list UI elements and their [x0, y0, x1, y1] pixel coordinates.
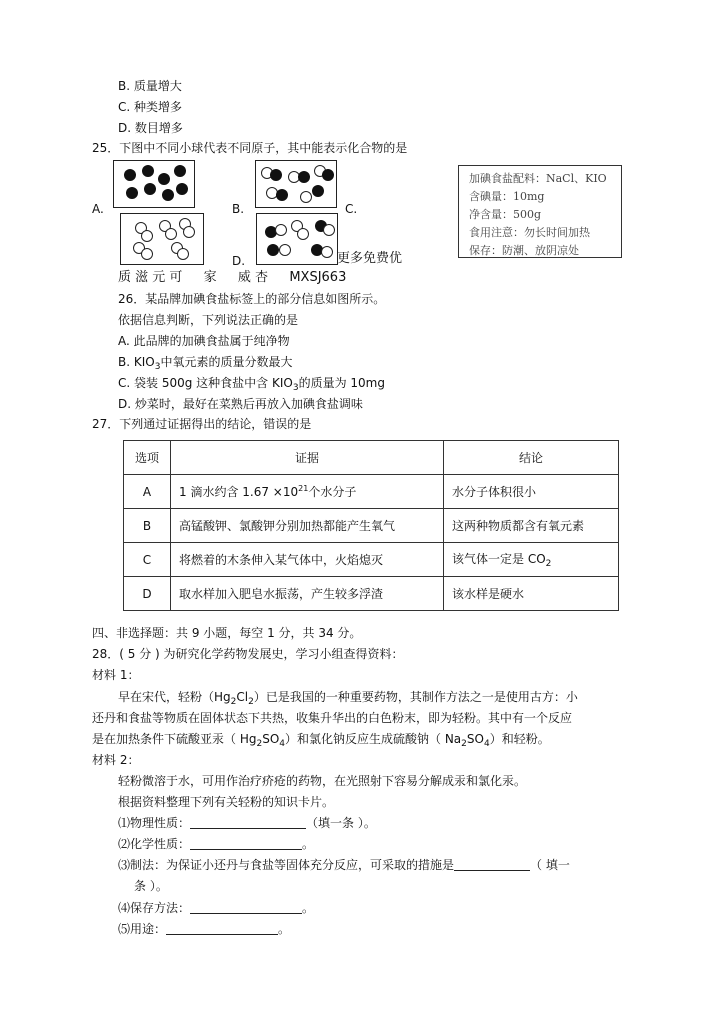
header-conclusion: 结论: [444, 441, 619, 475]
atom: [323, 224, 335, 236]
header-option: 选项: [124, 441, 171, 475]
cell-option: D: [124, 577, 171, 611]
atom: [124, 169, 136, 181]
item-preparation: ⑶制法：为保证小还丹与食盐等固体充分反应，可采取的措施是 （ 填一: [118, 858, 570, 872]
cell-conclusion: 这两种物质都含有氧元素: [444, 509, 619, 543]
salt-label-line: 加碘食盐配料：NaCl、KIO: [469, 172, 607, 185]
answer-blank[interactable]: [190, 836, 302, 850]
atom: [141, 230, 153, 242]
q26-option-b: B. $KIO_3$中氧元素的质量分数最大: [118, 355, 293, 372]
answer-blank[interactable]: [454, 857, 530, 871]
item-usage: ⑸用途： 。: [118, 922, 291, 936]
section-heading: 四、非选择题：共 9 小题，每空 1 分，共 34 分。: [92, 626, 362, 640]
item-preparation-cont: 条 ）。: [134, 879, 168, 893]
q25-stem: 25．下图中不同小球代表不同原子，其中能表示化合物的是: [92, 141, 408, 155]
table-header-row: [124, 441, 619, 475]
item-chemical-property: ⑵化学性质： 。: [118, 837, 315, 851]
atom: [321, 246, 333, 258]
atom: [322, 169, 334, 181]
atom: [279, 244, 291, 256]
q26-option-d: D. 炒菜时，最好在菜熟后再放入加碘食盐调味: [118, 397, 363, 411]
q25-label-d: D.: [232, 254, 246, 268]
cell-option: B: [124, 509, 171, 543]
cell-conclusion: 该水样是硬水: [444, 577, 619, 611]
atom: [141, 248, 153, 260]
option-c: C. 种类增多: [118, 100, 183, 114]
atom: [275, 224, 287, 236]
atom: [158, 173, 170, 185]
salt-label-line: 食用注意：勿长时间加热: [469, 226, 590, 239]
overflow-text-2: 质 滋 元 可 家 威 杏 MXSJ663: [118, 270, 347, 285]
material-1-line-1: 早在宋代，轻粉$(Hg_2Cl_2)$已是我国的一种重要药物，其制作方法之一是使用古方：小: [118, 690, 578, 707]
atom: [270, 169, 282, 181]
header-evidence: 证据: [171, 441, 444, 475]
q25-label-a: A.: [92, 202, 104, 216]
q28-stem: 28．( 5 分 ) 为研究化学药物发展史，学习小组查得资料：: [92, 647, 404, 661]
atom: [144, 183, 156, 195]
material-1-title: 材料 1：: [92, 668, 140, 682]
table-row: [124, 577, 619, 611]
item-storage: ⑷保存方法： 。: [118, 901, 315, 915]
cell-conclusion: 水分子体积很小: [444, 475, 619, 509]
table-row: [124, 475, 619, 509]
atom: [298, 171, 310, 183]
atom: [165, 228, 177, 240]
item-physical-property: ⑴物理性质： （填一条 ）。: [118, 816, 376, 830]
atom: [174, 165, 186, 177]
cell-conclusion: 该气体一定是 $CO_2$: [444, 543, 619, 577]
cell-evidence: 1 滴水约含 $1.67 \times 10^{21}$个水分子: [171, 475, 444, 509]
atom: [312, 185, 324, 197]
atom: [162, 189, 174, 201]
molecule-box-d: [256, 213, 338, 265]
q26-option-c: C. 袋装 500g 这种食盐中含 $KIO_3$的质量为 10mg: [118, 376, 385, 393]
atom: [177, 248, 189, 260]
atom: [276, 189, 288, 201]
salt-label-line: 保存：防潮、放阴凉处: [469, 244, 579, 257]
atom: [176, 183, 188, 195]
overflow-text-1: 更多免费优: [337, 251, 403, 266]
material-2-line-1: 轻粉微溶于水，可用作治疗疥疮的药物，在光照射下容易分解成汞和氯化汞。: [118, 774, 527, 788]
cell-option: C: [124, 543, 171, 577]
option-b: B. 质量增大: [118, 79, 182, 93]
atom: [183, 226, 195, 238]
salt-label-image: [458, 165, 622, 258]
cell-evidence: 高锰酸钾、氯酸钾分别加热都能产生氧气: [171, 509, 444, 543]
q26-stem: 26．某品牌加碘食盐标签上的部分信息如图所示。: [118, 292, 386, 306]
q27-stem: 27．下列通过证据得出的结论，错误的是: [92, 417, 312, 431]
salt-label-line: 含碘量：10mg: [469, 190, 545, 203]
material-1-line-2: 还丹和食盐等物质在固体状态下共热，收集升华出的白色粉末，即为轻粉。其中有一个反应: [92, 711, 573, 725]
q25-label-c: C.: [345, 202, 358, 216]
table-row: [124, 543, 619, 577]
molecule-box-b: [255, 160, 337, 208]
q26-option-a: A. 此品牌的加碘食盐属于纯净物: [118, 334, 290, 348]
material-2-title: 材料 2：: [92, 753, 140, 767]
evidence-table: [123, 440, 619, 611]
molecule-box-a: [113, 160, 195, 208]
answer-blank[interactable]: [166, 921, 278, 935]
material-2-line-2: 根据资料整理下列有关轻粉的知识卡片。: [118, 795, 335, 809]
atom: [300, 191, 312, 203]
answer-blank[interactable]: [190, 815, 306, 829]
option-d: D. 数目增多: [118, 121, 183, 135]
salt-label-line: 净含量：500g: [469, 208, 542, 221]
atom: [297, 228, 309, 240]
cell-option: A: [124, 475, 171, 509]
q26-intro: 依据信息判断，下列说法正确的是: [118, 313, 299, 327]
material-1-line-3: 是在加热条件下硫酸亚汞（ $Hg_2SO_4$）和氯化钠反应生成硫酸钠（ $Na_2SO_4$）和轻粉。: [92, 732, 550, 749]
molecule-box-c: [120, 213, 204, 265]
table-row: [124, 509, 619, 543]
atom: [126, 187, 138, 199]
cell-evidence: 取水样加入肥皂水振荡，产生较多浮渣: [171, 577, 444, 611]
cell-evidence: 将燃着的木条伸入某气体中，火焰熄灭: [171, 543, 444, 577]
q25-label-b: B.: [232, 202, 245, 216]
atom: [267, 244, 279, 256]
atom: [142, 165, 154, 177]
answer-blank[interactable]: [190, 900, 302, 914]
